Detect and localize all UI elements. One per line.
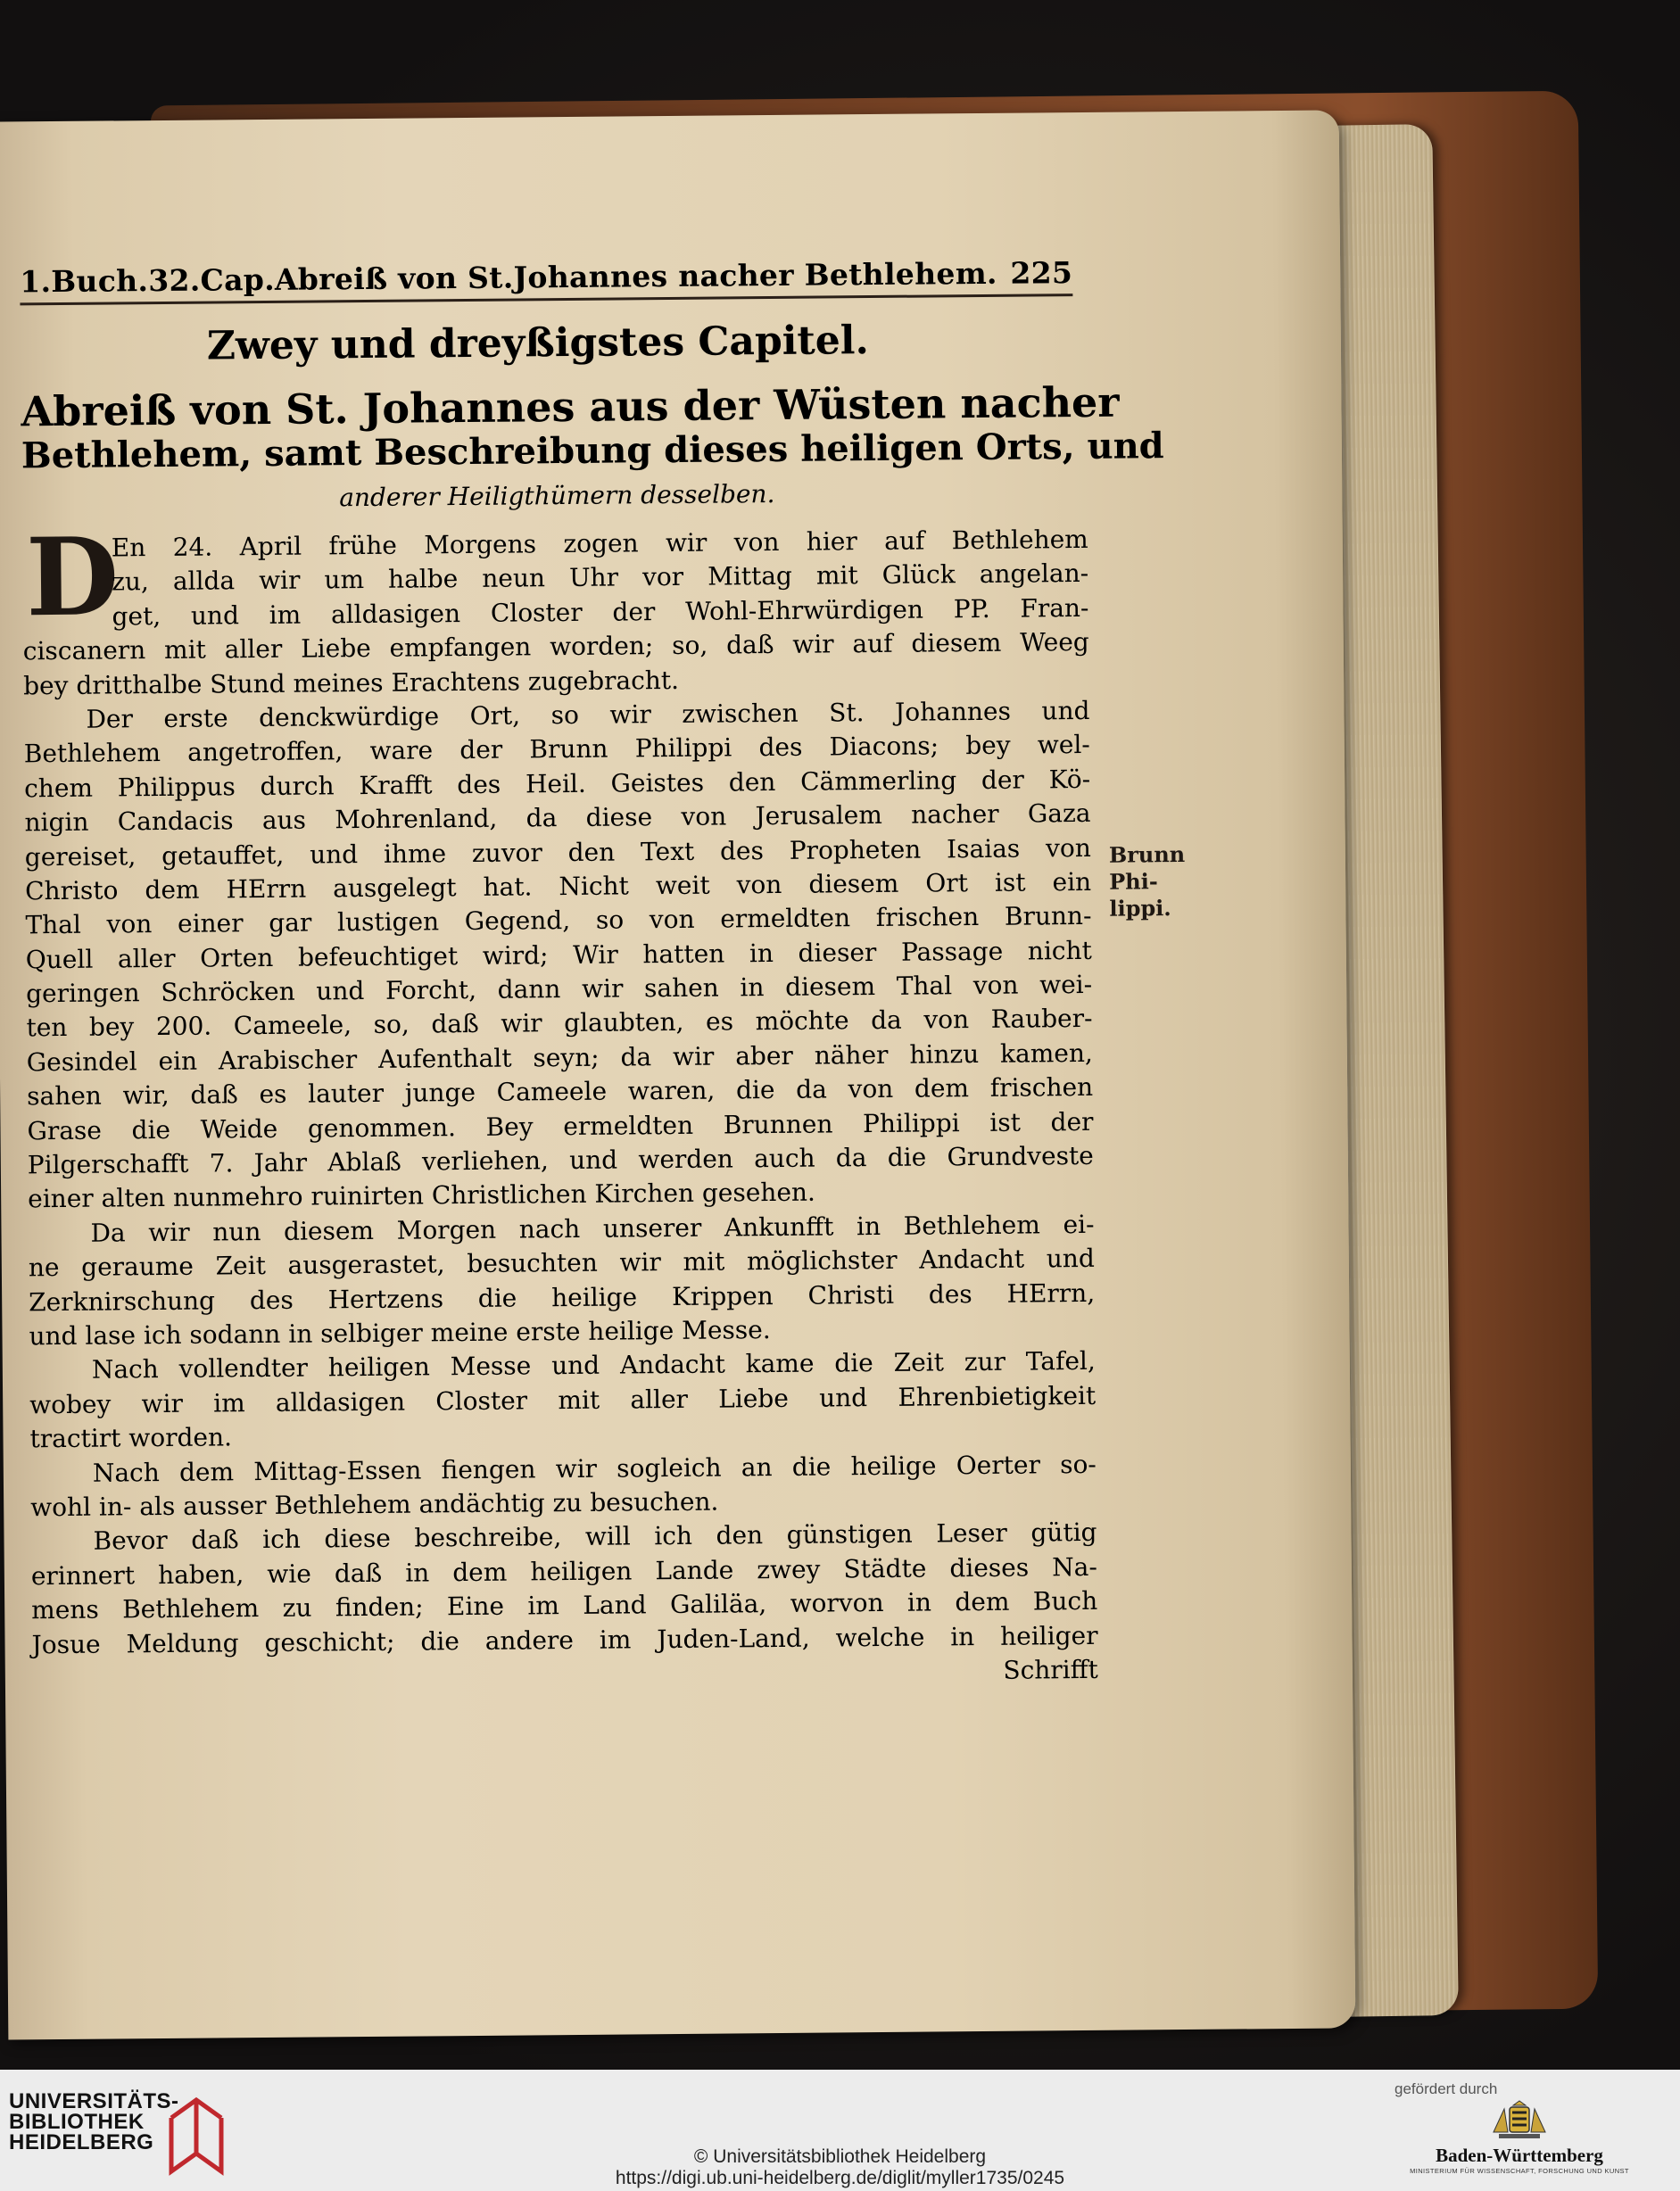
text-line: ne geraume Zeit ausgerastet, besuchten wir mit möglichster Andacht und bbox=[28, 1244, 1095, 1283]
library-name-line: BIBLIOTHEK bbox=[9, 2110, 145, 2134]
running-head-text: 1.Buch.32.Cap.Abreiß von St.Johannes nacher Bethlehem. bbox=[20, 255, 997, 300]
text-line: zu, allda wir um halbe neun Uhr vor Mittag mit Glück angelan- bbox=[112, 558, 1089, 597]
text-line: Bevor daß ich diese beschreibe, will ich den günstigen Leser gütig bbox=[93, 1517, 1097, 1557]
subtitle-line: anderer Heiligthümern desselben. bbox=[339, 478, 775, 513]
text-line: mens Bethlehem zu finden; Eine im Land Galiläa, worvon in dem Buch bbox=[31, 1585, 1098, 1625]
text-line: erinnert haben, wie daß in dem heiligen Lande zwey Städte dieses Na- bbox=[30, 1551, 1097, 1592]
chapter-title: Zwey und dreyßigstes Capitel. bbox=[206, 318, 869, 369]
library-name-line: HEIDELBERG bbox=[9, 2130, 154, 2154]
viewer-footer bbox=[0, 2070, 1680, 2191]
body-text bbox=[22, 514, 1098, 1697]
text-line: Gesindel ein Arabischer Aufenthalt seyn; da wir aber näher hinzu kamen, bbox=[26, 1038, 1093, 1078]
text-line: Pilgerschafft 7. Jahr Ablaß verliehen, und werden auch da die Grundveste bbox=[27, 1140, 1094, 1180]
text-line: Grase die Weide genommen. Bey ermeldten Brunnen Philippi ist der bbox=[27, 1106, 1094, 1145]
text-line: wohl in- als ausser Bethlehem andächtig zu besuchen. bbox=[30, 1486, 719, 1523]
text-line: Josue Meldung geschicht; die andere im Juden-Land, welche in heiliger bbox=[31, 1620, 1098, 1659]
text-line: bey dritthalbe Stund meines Erachtens zugebracht. bbox=[23, 665, 680, 700]
text-line: Der erste denckwürdige Ort, so wir zwischen St. Johannes und bbox=[86, 695, 1090, 734]
text-line: Thal von einer gar lustigen Gegend, so von ermeldten frischen Brunn- bbox=[25, 901, 1092, 940]
text-line: nigin Candacis aus Mohrenland, da diese von Jerusalem nacher Gaza bbox=[24, 798, 1091, 838]
subtitle-line: Bethlehem, samt Beschreibung dieses heiligen Orts, und bbox=[21, 425, 1164, 477]
chapter-subtitle bbox=[21, 377, 1164, 523]
text-line: En 24. April frühe Morgens zogen wir von hier auf Bethlehem bbox=[111, 524, 1088, 563]
funded-by-label: gefördert durch bbox=[1394, 2080, 1498, 2097]
text-line: Da wir nun diesem Morgen nach unserer Ankunfft in Bethlehem ei- bbox=[90, 1209, 1095, 1248]
page-number: 225 bbox=[1010, 255, 1073, 291]
text-line: Quell aller Orten befeuchtiget wird; Wir hatten in dieser Passage nicht bbox=[25, 935, 1092, 975]
baden-wuerttemberg-crest-icon bbox=[1488, 2100, 1551, 2143]
text-line: get, und im alldasigen Closter der Wohl-Ehrwürdigen PP. Fran- bbox=[112, 592, 1089, 632]
permalink-url[interactable]: https://digi.ub.uni-heidelberg.de/diglit/myller1735/0245 bbox=[615, 2168, 1065, 2188]
text-line: ciscanern mit aller Liebe empfangen worden; so, daß wir auf diesem Weeg bbox=[22, 627, 1089, 666]
text-line: einer alten nunmehro ruinirten Christlichen Kirchen gesehen. bbox=[28, 1178, 816, 1214]
marginal-note-line: lippi. bbox=[1109, 895, 1171, 922]
funder-ministry: MINISTERIUM FÜR WISSENSCHAFT, FORSCHUNG UND KUNST bbox=[1410, 2167, 1629, 2175]
marginal-note bbox=[1109, 841, 1217, 922]
library-name bbox=[9, 2091, 179, 2153]
book-page bbox=[0, 110, 1355, 2039]
copyright-text: © Universitätsbibliothek Heidelberg bbox=[693, 2146, 987, 2167]
text-line: Nach vollendter heiligen Messe und Andacht kame die Zeit zur Tafel, bbox=[91, 1346, 1096, 1385]
text-line: Nach dem Mittag-Essen fiengen wir sogleich an die heilige Oerter so- bbox=[92, 1449, 1097, 1488]
text-line: wobey wir im alldasigen Closter mit aller Liebe und Ehrenbietigkeit bbox=[29, 1380, 1097, 1420]
text-line: ten bey 200. Cameele, so, daß wir glaubten, es möchte da von Rauber- bbox=[26, 1004, 1093, 1043]
text-line: chem Philippus durch Krafft des Heil. Geistes den Cämmerling der Kö- bbox=[24, 764, 1091, 804]
drop-cap: D bbox=[25, 514, 120, 641]
text-line: geringen Schröcken und Forcht, dann wir sahen in diesem Thal von wei- bbox=[26, 969, 1093, 1009]
text-line: Christo dem HErrn ausgelegt hat. Nicht weit von diesem Ort ist ein bbox=[25, 866, 1092, 906]
subtitle-line: Abreiß von St. Johannes aus der Wüsten nacher bbox=[21, 377, 1120, 436]
marginal-note-line: Brunn Phi- bbox=[1108, 840, 1186, 895]
running-head bbox=[20, 255, 1072, 305]
text-line: Zerknirschung des Hertzens die heilige Krippen Christi des HErrn, bbox=[29, 1277, 1096, 1317]
text-line: Bethlehem angetroffen, ware der Brunn Philippi des Diacons; bey wel- bbox=[23, 730, 1090, 769]
text-line: gereiset, getauffet, und ihme zuvor den Text des Propheten Isaias von bbox=[24, 832, 1091, 872]
catchword: Schrifft bbox=[1003, 1654, 1098, 1685]
funder-name: Baden-Württemberg bbox=[1436, 2145, 1603, 2166]
funder-block bbox=[1394, 2080, 1644, 2175]
text-line: und lase ich sodann in selbiger meine erste heilige Messe. bbox=[29, 1315, 771, 1352]
text-line: sahen wir, daß es lauter junge Cameele waren, die da von dem frischen bbox=[27, 1072, 1094, 1112]
text-line: tractirt worden. bbox=[29, 1422, 233, 1454]
library-name-line: UNIVERSITÄTS- bbox=[9, 2089, 179, 2113]
